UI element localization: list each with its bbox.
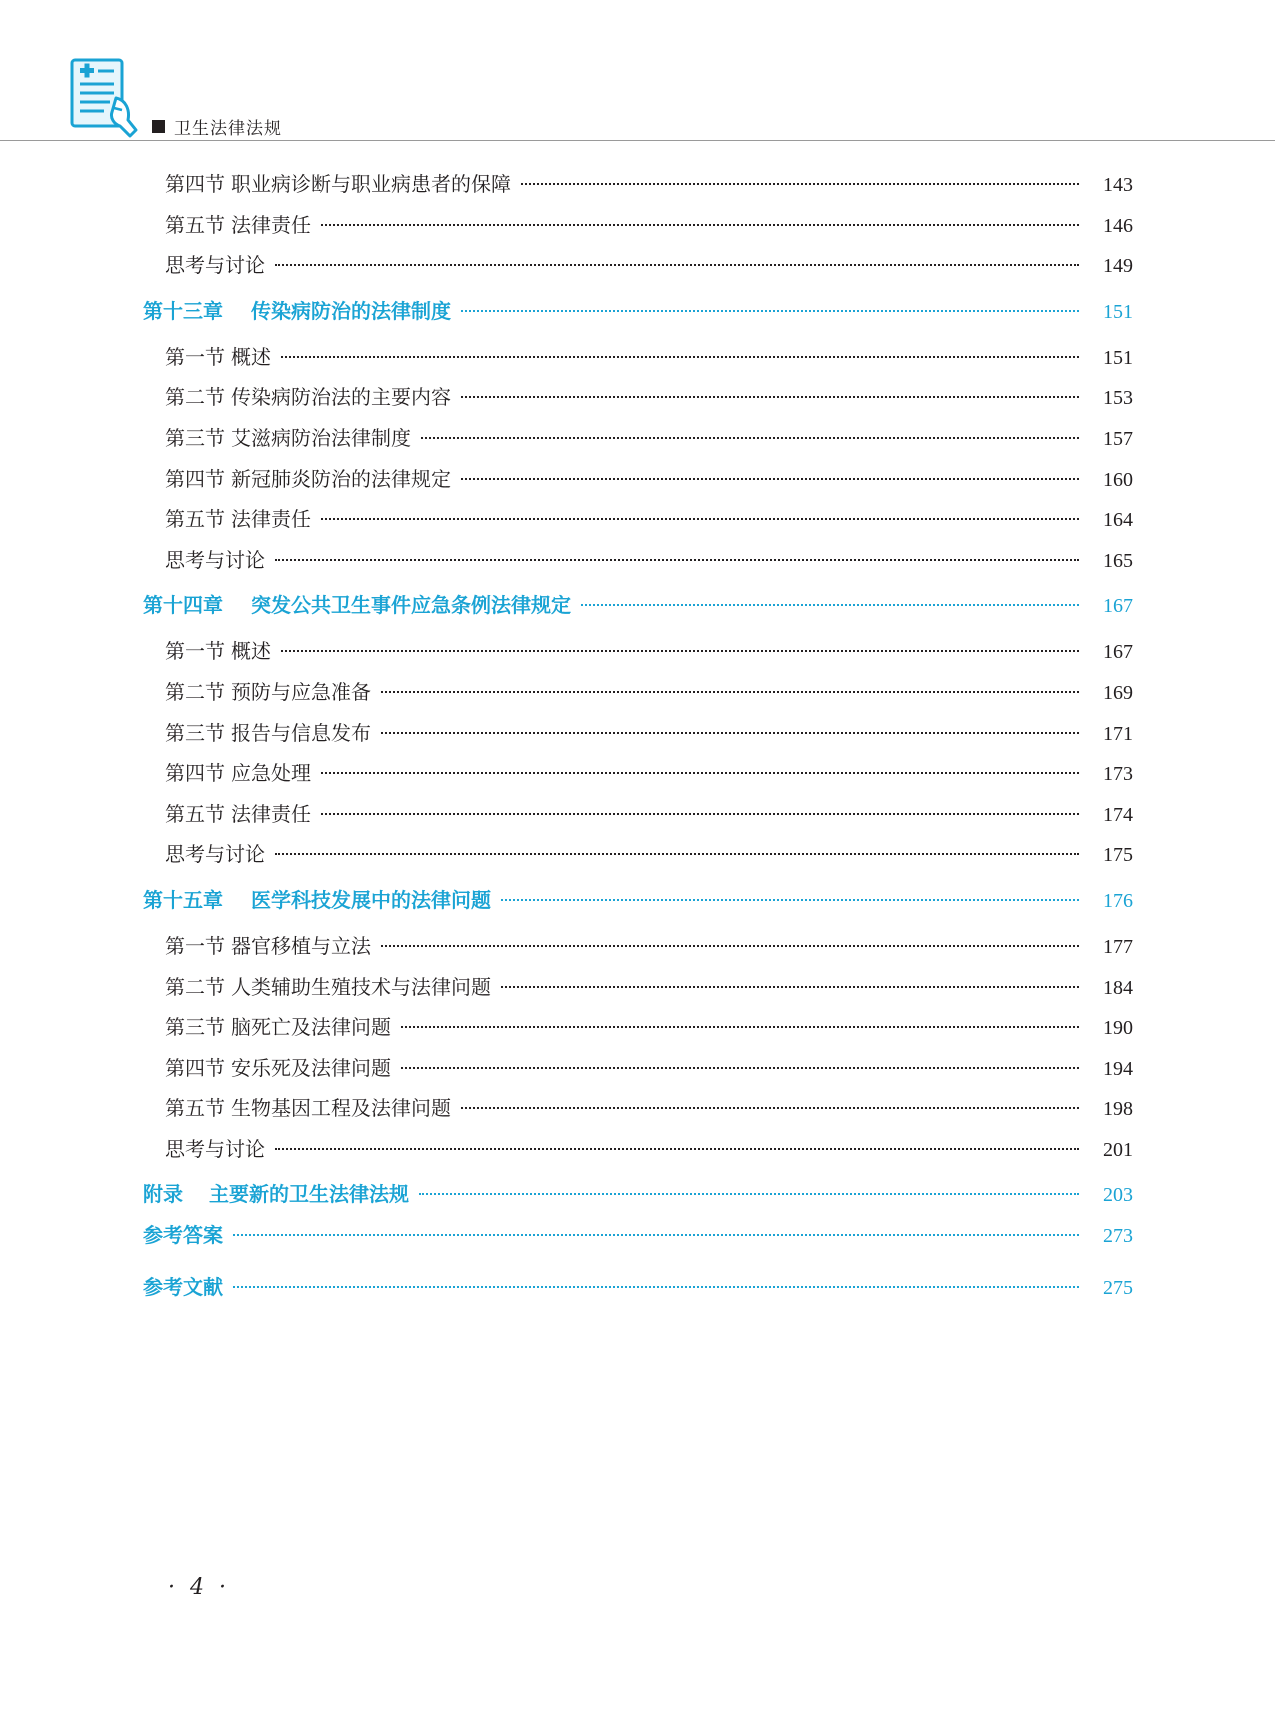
dot-leader [275,852,1079,855]
page-ref: 203 [1103,1184,1133,1207]
section-title: 传染病防治法的主要内容 [231,385,451,410]
section-title: 概述 [231,344,271,369]
page-ref: 169 [1103,681,1133,704]
toc-section-row[interactable] [143,168,1133,209]
dot-leader [321,223,1079,226]
section-number: 第三节 [165,720,225,745]
section-title: 预防与应急准备 [231,679,371,704]
page-ref: 157 [1103,427,1133,450]
dot-leader [461,395,1079,398]
section-number: 第一节 [165,344,225,369]
page-ref: 153 [1103,387,1133,410]
appendix-title: 主要新的卫生法律法规 [209,1182,409,1207]
section-title: 报告与信息发布 [231,720,371,745]
page-ref: 273 [1103,1225,1133,1248]
dot-leader [321,517,1079,520]
dot-leader [275,558,1079,561]
page-ref: 175 [1103,844,1133,867]
section-title: 新冠肺炎防治的法律规定 [231,466,451,491]
section-number: 第三节 [165,1015,225,1040]
section-title: 思考与讨论 [165,253,265,278]
section-title: 职业病诊断与职业病患者的保障 [231,172,511,196]
section-title: 器官移植与立法 [231,933,371,958]
medical-record-icon [70,58,148,140]
section-number: 第五节 [165,212,225,237]
section-title: 概述 [231,639,271,664]
page-ref: 167 [1103,641,1133,664]
chapter-number: 第十五章 [143,887,223,912]
dot-leader [381,944,1079,947]
dot-leader [461,477,1079,480]
toc-section-row[interactable] [143,930,1133,971]
dot-leader [321,771,1079,774]
section-number: 第一节 [165,639,225,664]
toc-section-row[interactable] [143,838,1133,879]
toc-section-row[interactable] [143,717,1133,758]
dot-leader [381,690,1079,693]
dot-leader [281,355,1079,358]
toc-section-row[interactable] [143,676,1133,717]
page-ref: 160 [1103,468,1133,491]
dot-leader [521,182,1079,185]
page-ref: 201 [1103,1138,1133,1161]
book-title: 卫生法律法规 [174,119,282,139]
dot-leader [501,985,1079,988]
square-bullet-icon [152,120,165,133]
page-ref: 173 [1103,763,1133,786]
chapter-title: 传染病防治的法律制度 [251,298,451,323]
toc-section-row[interactable] [143,1052,1133,1093]
page-number: · 4 · [168,1575,230,1600]
section-number: 第二节 [165,679,225,704]
toc-section-row[interactable] [143,341,1133,382]
page-ref: 165 [1103,549,1133,572]
section-title: 安乐死及法律问题 [231,1055,391,1080]
toc-chapter-row[interactable] [143,589,1133,630]
toc-section-row[interactable] [143,249,1133,290]
page-ref: 174 [1103,803,1133,826]
dot-leader [281,649,1079,652]
toc-appendix-row[interactable] [143,1178,1133,1219]
toc-section-row[interactable] [143,422,1133,463]
page-ref: 164 [1103,509,1133,532]
page-ref: 190 [1103,1017,1133,1040]
dot-leader [321,812,1079,815]
toc-section-row[interactable] [143,798,1133,839]
section-title: 生物基因工程及法律问题 [231,1096,451,1121]
answers-title: 参考答案 [143,1223,223,1248]
page-ref: 143 [1103,174,1133,196]
dot-leader [275,263,1079,266]
section-number: 第五节 [165,801,225,826]
section-number: 第四节 [165,761,225,786]
page-ref: 194 [1103,1057,1133,1080]
toc-references-row[interactable] [143,1271,1133,1323]
section-title: 法律责任 [231,507,311,532]
dot-leader [381,731,1079,734]
toc-section-row[interactable] [143,209,1133,250]
dot-leader [233,1233,1079,1236]
page-ref: 198 [1103,1098,1133,1121]
toc-answers-row[interactable] [143,1219,1133,1271]
dot-leader [461,309,1079,312]
section-number: 第五节 [165,1096,225,1121]
page-ref: 149 [1103,255,1133,278]
dot-leader [461,1106,1079,1109]
section-title: 法律责任 [231,801,311,826]
section-title: 人类辅助生殖技术与法律问题 [231,974,491,999]
toc-section-row[interactable] [143,381,1133,422]
chapter-title: 医学科技发展中的法律问题 [251,887,491,912]
running-header [152,114,282,139]
page-ref: 151 [1103,300,1133,323]
section-number: 第二节 [165,974,225,999]
section-number: 第二节 [165,385,225,410]
section-number: 第五节 [165,507,225,532]
page-ref: 176 [1103,889,1133,912]
section-number: 第三节 [165,425,225,450]
toc-section-row[interactable] [143,971,1133,1012]
section-number: 第一节 [165,933,225,958]
chapter-number: 第十三章 [143,298,223,323]
dot-leader [421,436,1079,439]
toc-section-row[interactable] [143,757,1133,798]
header-rule [0,140,1275,141]
section-title: 思考与讨论 [165,547,265,572]
toc-section-row[interactable] [143,1092,1133,1133]
section-title: 脑死亡及法律问题 [231,1015,391,1040]
page-ref: 167 [1103,595,1133,618]
section-title: 思考与讨论 [165,1136,265,1161]
section-number: 第四节 [165,172,225,196]
section-number: 第四节 [165,1055,225,1080]
toc-chapter-row[interactable] [143,295,1133,336]
toc-section-row[interactable] [143,544,1133,585]
appendix-label: 附录 [143,1182,183,1207]
dot-leader [401,1066,1079,1069]
page-ref: 146 [1103,214,1133,237]
toc-section-row[interactable] [143,1133,1133,1174]
section-title: 法律责任 [231,212,311,237]
dot-leader [275,1147,1079,1150]
references-title: 参考文献 [143,1275,223,1300]
section-title: 思考与讨论 [165,842,265,867]
page-ref: 275 [1103,1277,1133,1300]
page-ref: 177 [1103,935,1133,958]
dot-leader [581,603,1079,606]
section-number: 第四节 [165,466,225,491]
dot-leader [501,898,1079,901]
toc-chapter-row[interactable] [143,884,1133,925]
page-ref: 184 [1103,976,1133,999]
page-ref: 171 [1103,722,1133,745]
section-title: 应急处理 [231,761,311,786]
toc-section-row[interactable] [143,503,1133,544]
page-ref: 151 [1103,346,1133,369]
toc-section-row[interactable] [143,463,1133,504]
table-of-contents [143,168,1133,1323]
dot-leader [419,1192,1079,1195]
chapter-number: 第十四章 [143,593,223,618]
chapter-title: 突发公共卫生事件应急条例法律规定 [251,593,571,618]
toc-section-row[interactable] [143,635,1133,676]
dot-leader [233,1285,1079,1288]
toc-section-row[interactable] [143,1011,1133,1052]
dot-leader [401,1025,1079,1028]
section-title: 艾滋病防治法律制度 [231,425,411,450]
